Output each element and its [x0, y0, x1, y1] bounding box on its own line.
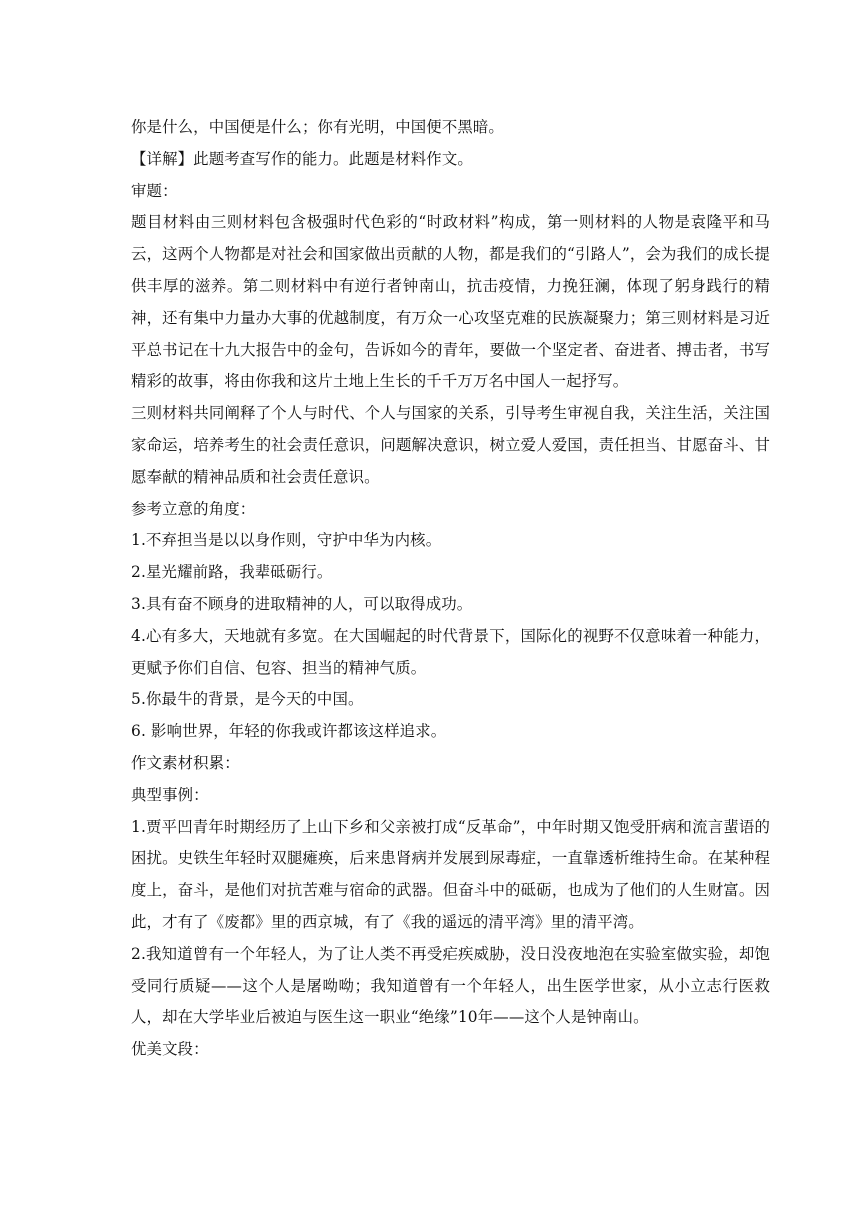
paragraph-7: 1.不弃担当是以以身作则，守护中华为内核。: [131, 531, 442, 550]
paragraph-17: 优美文段：: [131, 1040, 209, 1059]
paragraph-11: 5.你最牛的背景，是今天的中国。: [131, 690, 364, 709]
paragraph-8: 2.星光耀前路，我辈砥砺行。: [131, 563, 333, 582]
paragraph-9: 3.具有奋不顾身的进取精神的人，可以取得成功。: [131, 594, 473, 613]
paragraph-10: 4.心有多大，天地就有多宽。在大国崛起的时代背景下，国际化的视野不仅意味着一种能力，更赋予你们自信、包容、担当的精神气质。: [131, 626, 770, 677]
paragraph-1: 你是什么，中国便是什么；你有光明，中国便不黑暗。: [131, 118, 504, 136]
paragraph-4: 题目材料由三则材料包含极强时代色彩的“时政材料”构成，第一则材料的人物是袁隆平和马云，这两个人物都是对社会和国家做出贡献的人物，都是我们的“引路人”，会为我们的成长提供丰厚的滋养。第二则材料中有逆行者钟南山，抗击疫情，力挽狂澜，体现了躬身践行的精神，还有集中力量办大事的优越制度，有万众一心攻坚克难的民族凝聚力；第三则材料是习近平总书记在十九大报告中的金句，告诉如今的青年，要做一个坚定者、奋进者、搏击者，书写精彩的故事，将由你我和这片土地上生长的千千万万名中国人一起抒写。: [131, 213, 770, 391]
paragraph-6: 参考立意的角度：: [131, 499, 256, 518]
paragraph-16: 2.我知道曾有一个年轻人，为了让人类不再受疟疾威胁，没日没夜地泡在实验室做实验，却饱受同行质疑——这个人是屠呦呦；我知道曾有一个年轻人，出生医学世家，从小立志行医救人，却在大学毕业后被迫与医生这一职业“绝缘”10年——这个人是钟南山。: [131, 944, 770, 1027]
paragraph-12: 6. 影响世界，年轻的你我或许都该这样追求。: [131, 722, 447, 741]
paragraph-13: 作文素材积累：: [131, 753, 240, 772]
paragraph-15: 1.贾平凹青年时期经历了上山下乡和父亲被打成“反革命”，中年时期又饱受肝病和流言蜚语的困扰。史铁生年轻时双腿瘫痪，后来患肾病并发展到尿毒症，一直靠透析维持生命。在某种程度上，奋斗，是他们对抗苦难与宿命的武器。但奋斗中的砥砺，也成为了他们的人生财富。因此，才有了《废都》里的西京城，有了《我的遥远的清平湾》里的清平湾。: [131, 817, 770, 931]
paragraph-14: 典型事例：: [131, 785, 209, 804]
paragraph-3: 审题：: [131, 181, 178, 200]
paragraph-2: 【详解】此题考查写作的能力。此题是材料作文。: [131, 149, 473, 168]
paragraph-5: 三则材料共同阐释了个人与时代、个人与国家的关系，引导考生审视自我，关注生活，关注国家命运，培养考生的社会责任意识，问题解决意识，树立爱人爱国，责任担当、甘愿奋斗、甘愿奉献的精神品质和社会责任意识。: [131, 404, 770, 486]
